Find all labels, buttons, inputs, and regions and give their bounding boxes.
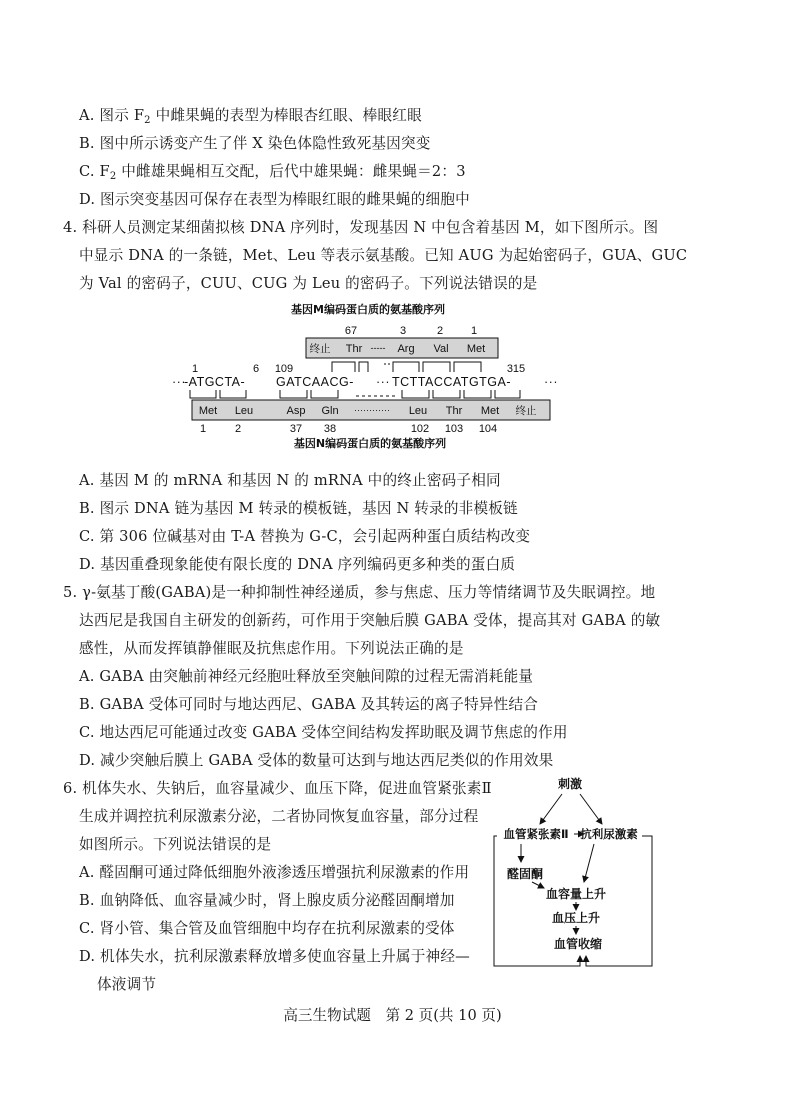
q6-stem-line2: 生成并调控抗利尿激素分泌，二者协同恢复血容量，部分过程 [79,808,479,825]
q6-option-b: B. 血钠降低、血容量减少时，肾上腺皮质分泌醛固酮增加 [79,892,455,909]
q4-m-dashes: ----- [370,343,386,353]
q4-m-amino-stop: 终止 [309,343,331,355]
q6-bp-up-label: 血压上升 [551,911,601,925]
q4-n-number-38: 38 [323,423,337,435]
q4-n-amino-met2: Met [480,405,500,417]
q4-m-amino-val: Val [433,343,449,355]
q4-gene-overlap-figure [170,300,570,452]
q4-dna-mid-dots: ··· [376,375,390,389]
q4-n-amino-stop: 终止 [515,405,537,417]
q4-n-codon-brackets [190,390,520,398]
q4-stem-line2: 中显示 DNA 的一条链，Met、Leu 等表示氨基酸。已知 AUG 为起始密码子，GUA、GUC [79,247,688,264]
q6-blood-volume-diagram [488,770,660,974]
q4-n-number-103: 103 [444,423,464,435]
q6-angiotensin-label: 血管紧张素Ⅱ [503,827,569,841]
q5-option-b: B. GABA 受体可同时与地达西尼、GABA 及其转运的离子特异性结合 [79,696,539,713]
q6-vasoconstriction-label: 血管收缩 [553,937,603,951]
q3-option-a-pre: A. 图示 F [79,107,145,124]
q4-stem-line3: 为 Val 的密码子，CUU、CUG 为 Leu 的密码子。下列说法错误的是 [79,275,538,292]
q5-stem-line3: 感性，从而发挥镇静催眠及抗焦虑作用。下列说法正确的是 [79,640,464,657]
q4-option-c: C. 第 306 位碱基对由 T-A 替换为 G-C，会引起两种蛋白质结构改变 [79,528,531,545]
q6-stem-line3: 如图所示。下列说法错误的是 [79,836,272,853]
q4-m-amino-thr: Thr [345,343,363,355]
q4-dna-seg3: TCTTACCATGTGA- [392,375,512,389]
q4-n-number-37: 37 [289,423,303,435]
q4-dna-left-dots: ··· [172,375,186,389]
q4-n-number-2: 2 [234,423,242,435]
q4-option-a: A. 基因 M 的 mRNA 和基因 N 的 mRNA 中的终止密码子相同 [79,472,501,489]
q4-n-number-102: 102 [410,423,430,435]
q6-option-a: A. 醛固酮可通过降低细胞外液渗透压增强抗利尿激素的作用 [79,864,470,881]
q4-m-amino-arg: Arg [397,343,415,355]
q4-figure-title-bottom: 基因N编码蛋白质的氨基酸序列 [293,437,447,450]
q4-m-number-2: 2 [436,325,444,337]
q3-option-a [79,104,422,126]
q4-pos-109: 109 [274,363,294,375]
q3-option-c-post: 中雌雄果蝇相互交配，后代中雄果蝇：雌果蝇＝2：3 [116,163,466,180]
q4-stem-line1: 4. 科研人员测定某细菌拟核 DNA 序列时，发现基因 N 中包含着基因 M，如下图所示。图 [63,219,659,236]
q4-m-number-67: 67 [344,325,358,337]
q6-option-d-line2: 体液调节 [97,976,157,993]
q6-volume-up-label: 血容量上升 [545,887,607,901]
q4-option-b: B. 图示 DNA 链为基因 M 转录的模板链，基因 N 转录的非模板链 [79,500,518,517]
q4-m-number-3: 3 [399,325,407,337]
q5-stem-line1: 5. γ-氨基丁酸(GABA)是一种抑制性神经递质，参与焦虑、压力等情绪调节及失眠调控。地 [63,584,656,601]
q4-option-d: D. 基因重叠现象能使有限长度的 DNA 序列编码更多种类的蛋白质 [79,556,516,573]
q3-option-b: B. 图中所示诱变产生了伴 X 染色体隐性致死基因突变 [79,135,431,152]
q6-adh-label: 抗利尿激素 [580,827,638,841]
q3-option-a-post: 中雌果蝇的表型为棒眼杏红眼、棒眼红眼 [150,107,422,124]
q5-stem-line2: 达西尼是我国自主研发的创新药，可作用于突触后膜 GABA 受体，提高其对 GABA 的敏 [79,612,661,629]
q3-option-c-sub: 2 [109,171,117,182]
q4-n-amino-thr: Thr [445,405,463,417]
q6-stimulus-label: 刺激 [557,777,583,791]
q5-option-d: D. 减少突触后膜上 GABA 受体的数量可达到与地达西尼类似的作用效果 [79,752,554,769]
q6-option-c: C. 肾小管、集合管及血管细胞中均存在抗利尿激素的受体 [79,920,455,937]
q4-n-amino-gln: Gln [321,405,339,417]
q4-n-amino-asp: Asp [286,405,306,417]
q4-dna-right-dots: ··· [544,375,558,389]
q4-pos-315: 315 [506,363,526,375]
q4-n-amino-met: Met [198,405,218,417]
q4-n-amino-leu: Leu [234,405,254,417]
q4-n-amino-leu2: Leu [408,405,428,417]
q4-figure-title-top: 基因M编码蛋白质的氨基酸序列 [291,303,445,316]
q4-n-number-104: 104 [478,423,498,435]
q6-stem-line1: 6. 机体失水、失钠后，血容量减少、血压下降，促进血管紧张素Ⅱ [63,780,492,797]
q4-n-number-1: 1 [199,423,207,435]
q5-option-a: A. GABA 由突触前神经元经胞吐释放至突触间隙的过程无需消耗能量 [79,668,534,685]
q4-dna-seg2: GATCAACG- [276,375,354,389]
q3-option-d: D. 图示突变基因可保存在表型为棒眼红眼的雌果蝇的细胞中 [79,191,470,208]
q4-m-amino-met: Met [466,343,486,355]
q5-option-c: C. 地达西尼可能通过改变 GABA 受体空间结构发挥助眠及调节焦虑的作用 [79,724,568,741]
q3-option-c-pre: C. F [79,163,110,180]
q6-aldosterone-label: 醛固酮 [506,867,544,881]
q3-option-c [79,160,466,182]
q4-dna-seg1: -ATGCTA- [184,375,246,389]
q4-pos-1: 1 [191,363,199,375]
q4-n-dots: ············ [354,405,390,415]
q4-m-number-1: 1 [470,325,478,337]
q4-m-codon-brackets [332,362,481,372]
q6-option-d-line1: D. 机体失水，抗利尿激素释放增多使血容量上升属于神经— [79,948,470,965]
q4-pos-6: 6 [252,363,260,375]
q3-option-a-sub: 2 [144,115,151,126]
page-footer: 高三生物试题 第 2 页(共 10 页) [283,1007,502,1024]
